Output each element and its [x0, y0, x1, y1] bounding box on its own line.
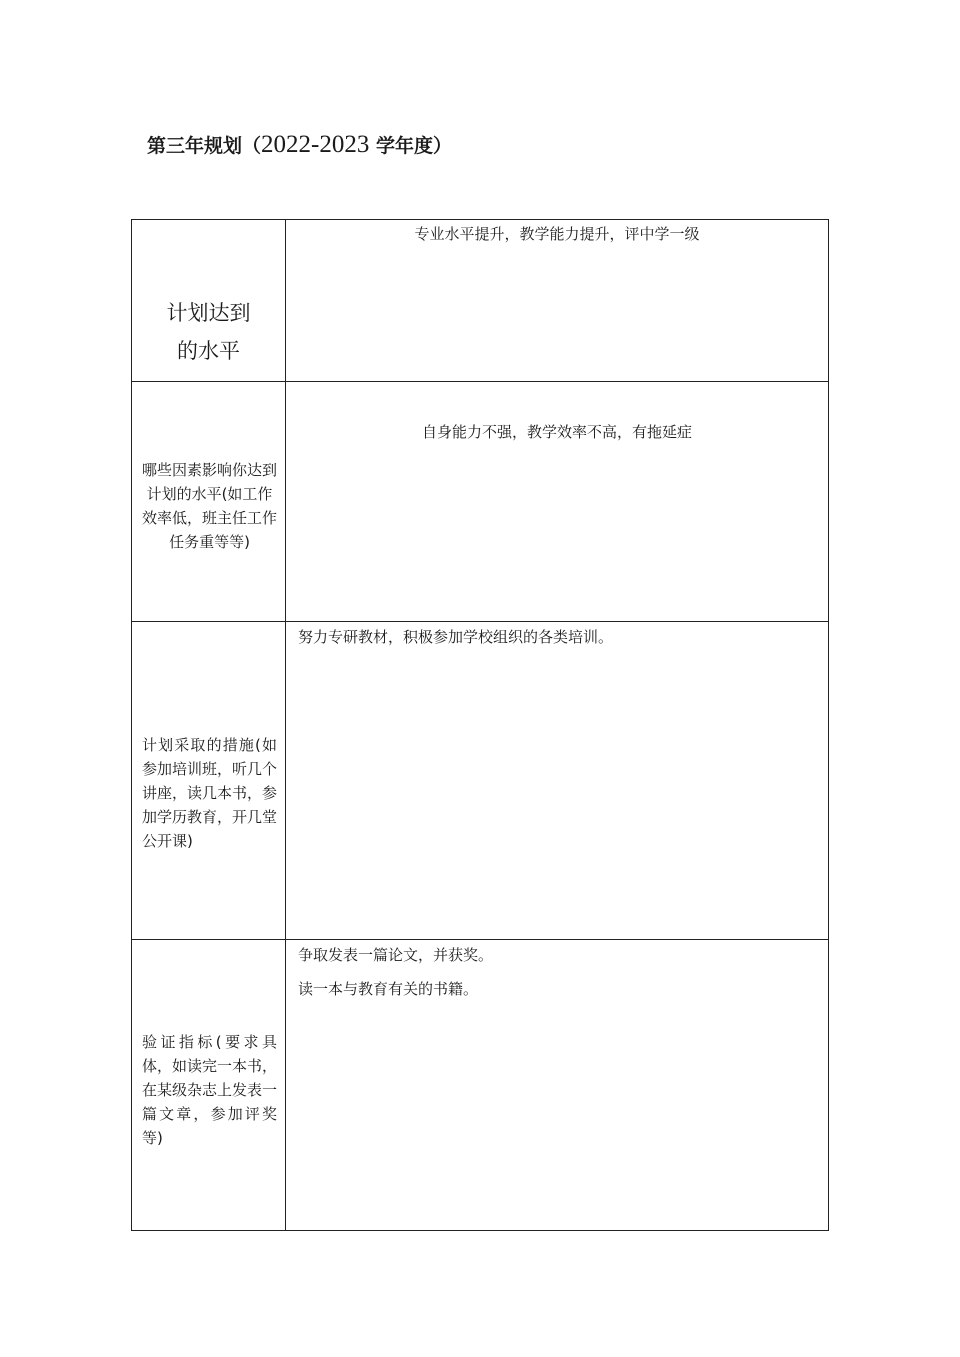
row-content-list — [286, 940, 828, 1001]
plan-table — [131, 219, 829, 1231]
row-label: 哪些因素影响你达到计划的水平(如工作效率低，班主任工作任务重等等) — [142, 460, 278, 551]
title-prefix: 第三年规划（ — [147, 135, 262, 157]
row-content-text: 专业水平提升，教学能力提升，评中学一级 — [414, 225, 700, 243]
row-label: 计划采取的措施(如参加培训班，听几个讲座，读几本书，参加学历教育，开几堂公开课) — [142, 735, 278, 850]
row-label-cell — [132, 382, 286, 622]
row-content-text: 自身能力不强，教学效率不高，有拖延症 — [421, 423, 692, 441]
row-content-text: 努力专研教材，积极参加学校组织的各类培训。 — [298, 628, 614, 646]
table-row-target-level — [132, 220, 829, 382]
title-suffix: 学年度） — [369, 135, 452, 157]
row-content-text: 读一本与教育有关的书籍。 — [298, 980, 479, 998]
row-content-cell — [286, 940, 829, 1231]
table-row-verification — [132, 940, 829, 1231]
table-row-measures — [132, 622, 829, 940]
row-content-cell — [286, 382, 829, 622]
row-label: 验证指标(要求具体，如读完一本书，在某级杂志上发表一篇文章，参加评奖等) — [142, 1033, 278, 1147]
row-label-cell — [132, 622, 286, 940]
row-content-cell — [286, 622, 829, 940]
table-row-influencing-factors — [132, 382, 829, 622]
row-content-cell — [286, 220, 829, 382]
row-content-text: 争取发表一篇论文，并获奖。 — [298, 946, 494, 964]
row-label-cell — [132, 940, 286, 1231]
row-label: 计划达到的水平 — [166, 300, 251, 363]
page-title — [147, 130, 452, 161]
row-label-cell — [132, 220, 286, 382]
title-years: 2022-2023 — [261, 131, 370, 158]
